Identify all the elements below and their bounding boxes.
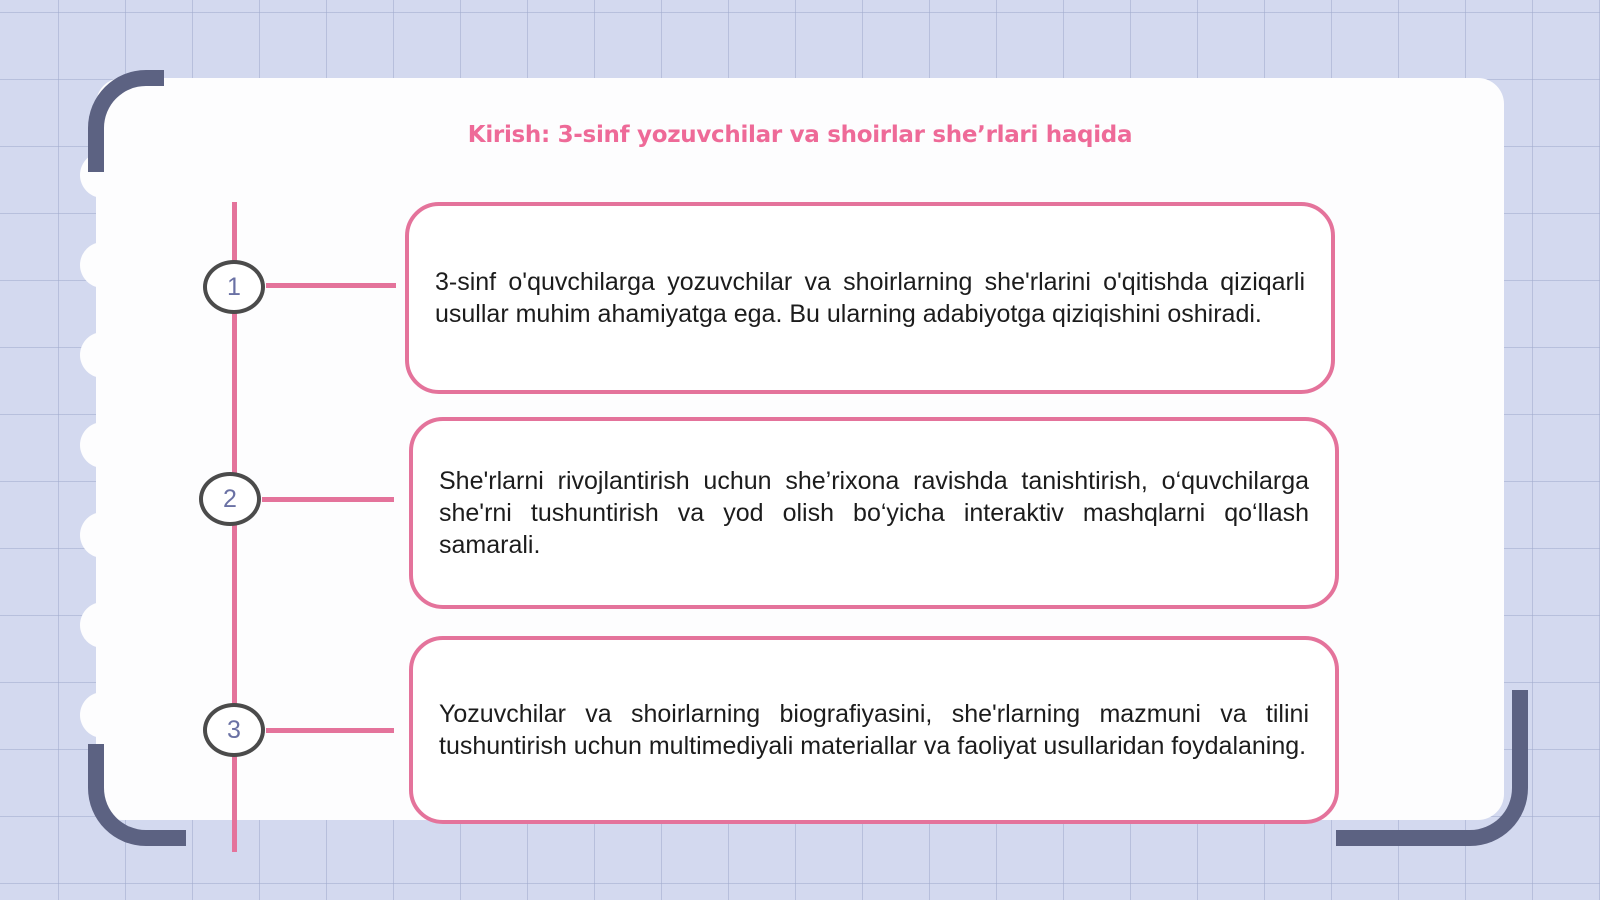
timeline-connector-1 [266,283,396,288]
corner-bracket-bottom-right [1336,690,1528,846]
step-card-text: 3-sinf o'quvchilarga yozuvchilar va shoirlarning she'rlarini o'qitishda qiziqarli usullar muhim ahamiyatga ega. Bu ularning adabiyotga qiziqishini oshiradi. [435,268,1305,328]
step-number-1: 1 [203,260,265,314]
step-number-3: 3 [203,703,265,757]
step-card-text: She'rlarni rivojlantirish uchun she’rixona ravishda tanishtirish, o‘quvchilarga she'rni tushuntirish va yod olish bo‘yicha interaktiv mashqlarni qo‘llash samarali. [439,467,1309,559]
notebook-scallop [80,242,126,288]
notebook-scallop [80,512,126,558]
slide-title: Kirish: 3-sinf yozuvchilar va shoirlar sheʼrlari haqida [467,122,1133,148]
step-card-1 [405,202,1335,394]
timeline-connector-2 [262,497,394,502]
timeline-connector-3 [266,728,394,733]
corner-bracket-bottom-left [88,744,186,846]
corner-bracket-top-left [88,70,164,172]
step-card-2 [409,417,1339,609]
notebook-scallop [80,692,126,738]
step-card-text: Yozuvchilar va shoirlarning biografiyasini, she'rlarning mazmuni va tilini tushuntirish uchun multimediyali materiallar va faoliyat usullaridan foydalaning. [439,700,1309,760]
notebook-scallop [80,332,126,378]
notebook-scallop [80,602,126,648]
notebook-scallop [80,422,126,468]
step-card-3 [409,636,1339,824]
step-number-2: 2 [199,472,261,526]
